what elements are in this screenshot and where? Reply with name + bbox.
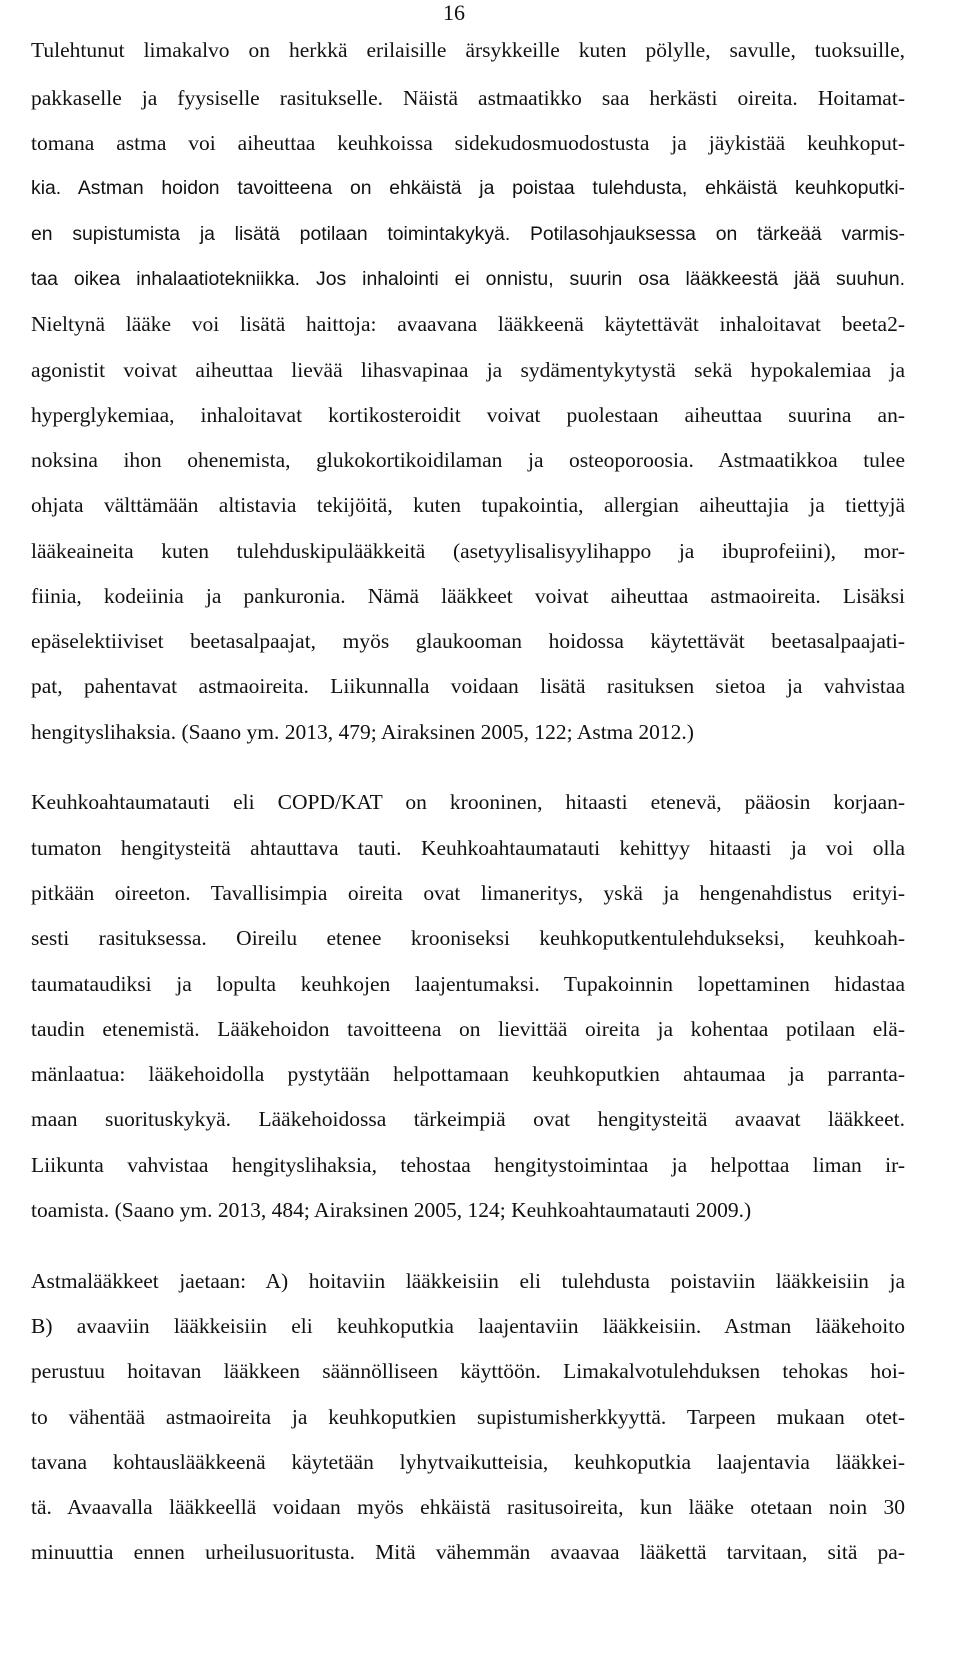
- text-line: perustuu hoitavan lääkkeen säännölliseen käyttöön. Limakalvotulehduksen tehokas hoi-: [31, 1359, 905, 1383]
- text-line: fiinia, kodeiinia ja pankuronia. Nämä lääkkeet voivat aiheuttaa astmaoireita. Lisäksi: [31, 584, 905, 608]
- text-line: taa oikea inhalaatiotekniikka. Jos inhalointi ei onnistu, suurin osa lääkkeestä jää suuhun.: [31, 268, 905, 290]
- text-line: tavana kohtauslääkkeenä käytetään lyhytvaikutteisia, keuhkoputkia laajentavia lääkkei-: [31, 1450, 905, 1474]
- text-line: Liikunta vahvistaa hengityslihaksia, tehostaa hengitystoimintaa ja helpottaa liman ir-: [31, 1153, 905, 1177]
- page-number: 16: [443, 0, 465, 25]
- text-line: taumataudiksi ja lopulta keuhkojen laajentumaksi. Tupakoinnin lopettaminen hidastaa: [31, 972, 905, 996]
- text-line: epäselektiiviset beetasalpaajat, myös glaukooman hoidossa käytettävät beetasalpaajati-: [31, 629, 905, 653]
- text-line: minuuttia ennen urheilusuoritusta. Mitä vähemmän avaavaa lääkettä tarvitaan, sitä pa-: [31, 1540, 905, 1564]
- text-line: Astmalääkkeet jaetaan: A) hoitaviin lääkkeisiin eli tulehdusta poistaviin lääkkeisiin ja: [31, 1269, 905, 1293]
- text-line: tumaton hengitysteitä ahtauttava tauti. Keuhkoahtaumatauti kehittyy hitaasti ja voi olla: [31, 836, 905, 860]
- text-line: noksina ihon ohenemista, glukokortikoidilaman ja osteoporoosia. Astmaatikkoa tulee: [31, 448, 905, 472]
- text-line: hyperglykemiaa, inhaloitavat kortikosteroidit voivat puolestaan aiheuttaa suurina an-: [31, 403, 905, 427]
- text-line: agonistit voivat aiheuttaa lievää lihasvapinaa ja sydämentykytystä sekä hypokalemiaa ja: [31, 358, 905, 382]
- text-line: Nieltynä lääke voi lisätä haittoja: avaavana lääkkeenä käytettävät inhaloitavat beeta2-: [31, 312, 905, 336]
- text-line: pat, pahentavat astmaoireita. Liikunnalla voidaan lisätä rasituksen sietoa ja vahvistaa: [31, 674, 905, 698]
- text-line: hengityslihaksia. (Saano ym. 2013, 479; Airaksinen 2005, 122; Astma 2012.): [31, 720, 694, 744]
- text-line: kia. Astman hoidon tavoitteena on ehkäistä ja poistaa tulehdusta, ehkäistä keuhkoputki-: [31, 177, 905, 199]
- text-line: Keuhkoahtaumatauti eli COPD/KAT on krooninen, hitaasti etenevä, pääosin korjaan-: [31, 790, 905, 814]
- text-line: to vähentää astmaoireita ja keuhkoputkien supistumisherkkyyttä. Tarpeen mukaan otet-: [31, 1405, 905, 1429]
- text-line: tomana astma voi aiheuttaa keuhkoissa sidekudosmuodostusta ja jäykistää keuhkoput-: [31, 131, 905, 155]
- text-line: maan suorituskykyä. Lääkehoidossa tärkeimpiä ovat hengitysteitä avaavat lääkkeet.: [31, 1107, 905, 1131]
- text-line: en supistumista ja lisätä potilaan toimintakykyä. Potilasohjauksessa on tärkeää varmis-: [31, 223, 905, 245]
- text-line: B) avaaviin lääkkeisiin eli keuhkoputkia laajentaviin lääkkeisiin. Astman lääkehoito: [31, 1314, 905, 1338]
- text-line: ohjata välttämään altistavia tekijöitä, kuten tupakointia, allergian aiheuttajia ja tiettyjä: [31, 493, 905, 517]
- text-line: taudin etenemistä. Lääkehoidon tavoitteena on lievittää oireita ja kohentaa potilaan elä-: [31, 1017, 905, 1041]
- text-line: pakkaselle ja fyysiselle rasitukselle. Näistä astmaatikko saa herkästi oireita. Hoitamat-: [31, 86, 905, 110]
- text-line: lääkeaineita kuten tulehduskipulääkkeitä (asetyylisalisyylihappo ja ibuprofeiini), mor-: [31, 539, 905, 563]
- text-line: sesti rasituksessa. Oireilu etenee krooniseksi keuhkoputkentulehdukseksi, keuhkoah-: [31, 926, 905, 950]
- text-line: Tulehtunut limakalvo on herkkä erilaisille ärsykkeille kuten pölylle, savulle, tuoksuille,: [31, 38, 905, 62]
- text-line: mänlaatua: lääkehoidolla pystytään helpottamaan keuhkoputkien ahtaumaa ja parranta-: [31, 1062, 905, 1086]
- text-line: tä. Avaavalla lääkkeellä voidaan myös ehkäistä rasitusoireita, kun lääke otetaan noin 30: [31, 1495, 905, 1519]
- text-line: pitkään oireeton. Tavallisimpia oireita ovat limaneritys, yskä ja hengenahdistus erityi-: [31, 881, 905, 905]
- text-line: toamista. (Saano ym. 2013, 484; Airaksinen 2005, 124; Keuhkoahtaumatauti 2009.): [31, 1198, 752, 1222]
